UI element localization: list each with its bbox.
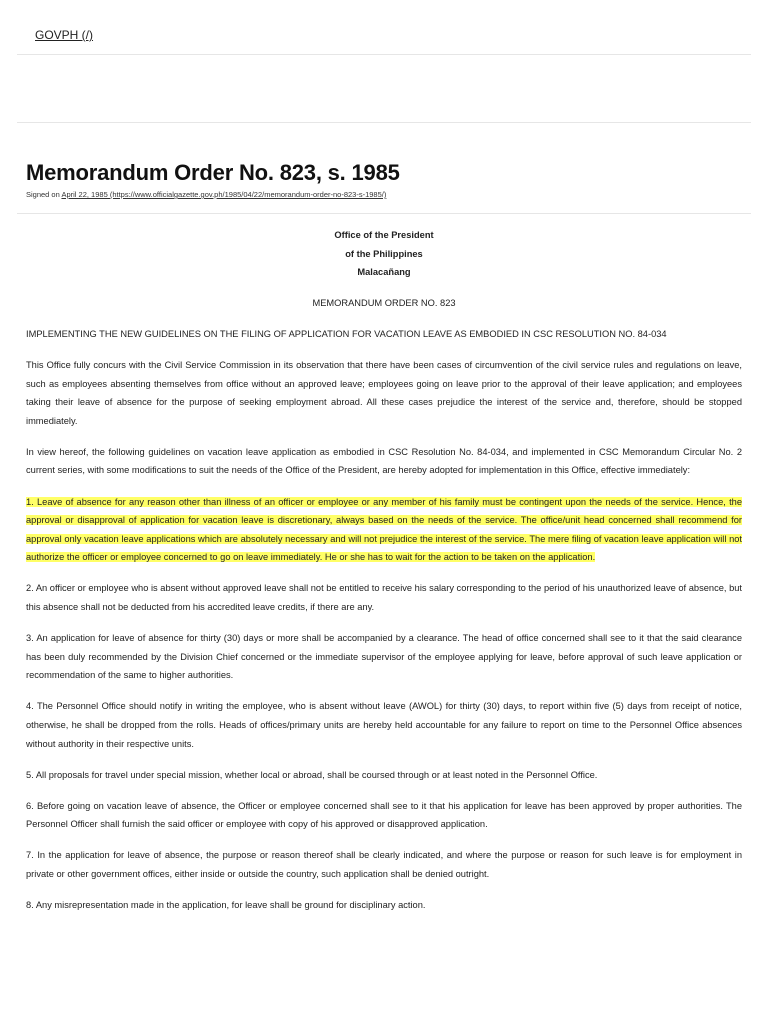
signed-prefix: Signed on [26,190,62,199]
top-nav-bar [17,14,751,55]
guideline-item: 2. An officer or employee who is absent without approved leave shall not be entitled to receive his salary corresponding to the period of his unauthorized leave of absence, but this absence shall not be deducted from his accredited leave credits, if there are any. [26,583,742,612]
page-title: Memorandum Order No. 823, s. 1985 [26,160,400,185]
document-body [26,226,742,927]
office-line-3: Malacañang [357,267,411,278]
office-line-1: Office of the President [334,230,434,240]
title-divider [17,213,751,214]
signed-date-link[interactable]: April 22, 1985 (https://www.officialgazette.gov.ph/1985/04/22/memorandum-order-no-823-s-1985/) [61,190,387,199]
intro-paragraph: This Office fully concurs with the Civil Service Commission in its observation that there have been cases of circumvention of the civil service rules and regulations on leave, such as employees absenting themselves from office without an approved leave; employees going on leave prior to the approval of their leave application; and employees taking their leave of absence for the purpose of seeking employment abroad. All these cases prejudice the interest of the service and, therefore, should be stopped immediately. [26,359,742,426]
guideline-item-1 [26,493,742,567]
highlighted-text: 1. Leave of absence for any reason other than illness of an officer or employee or any member of his family must be contingent upon the needs of the service. Hence, the approval or disapproval of application for vacation leave is discretionary, always based on the needs of the service. The office/unit head concerned shall recommend for approval only vacation leave applications which are absolutely necessary and will not prejudice the interest of the service. The mere filing of vacation leave application will not authorize the officer or employee concerned to go on leave immediately. He or she has to wait for the action to be taken on the application. [26,496,742,563]
intro-paragraph: In view hereof, the following guidelines on vacation leave application as embodied in CSC Resolution No. 84-034, and implemented in CSC Memorandum Circular No. 2 current series, with some modifications to suit the needs of the Office of the President, are hereby adopted for implementation in this Office, effective immediately: [26,446,742,476]
order-subject: IMPLEMENTING THE NEW GUIDELINES ON THE FILING OF APPLICATION FOR VACATION LEAVE AS EMBODIED IN CSC RESOLUTION NO. 84-034 [26,328,667,339]
govph-link[interactable]: GOVPH (/) [35,28,94,42]
guideline-item: 8. Any misrepresentation made in the application, for leave shall be ground for disciplinary action. [26,900,426,911]
guideline-item: 6. Before going on vacation leave of absence, the Officer or employee concerned shall see to it that his application for leave has been approved by proper authorities. The Personnel Officer shall furnish the said officer or employee with copy of his approved or disapproved application. [26,800,742,830]
guideline-item: 4. The Personnel Office should notify in writing the employee, who is absent without leave (AWOL) for thirty (30) days, to report within five (5) days from receipt of notice, otherwise, he shall be dropped from the rolls. Heads of offices/primary units are hereby held accountable for any failure to report on time to the Personnel Office absences without authority in their respective units. [26,701,742,749]
guideline-item: 5. All proposals for travel under special mission, whether local or abroad, shall be coursed through or at least noted in the Personnel Office. [26,769,598,780]
guideline-item: 3. An application for leave of absence for thirty (30) days or more shall be accompanied by a clearance. The head of office concerned shall see to it that the said clearance has been duly recommended by the Division Chief concerned or the immediate supervisor of the employee applying for leave, before approval of such leave application or recommendation of the same to higher authorities. [26,633,742,681]
guideline-item: 7. In the application for leave of absence, the purpose or reason thereof shall be clearly indicated, and where the purpose or reason for such leave is for employment in private or other government offices, either inside or outside the country, such application shall be denied outright. [26,850,742,880]
order-number: MEMORANDUM ORDER NO. 823 [312,297,456,308]
signed-date [26,190,386,199]
office-line-2: of the Philippines [345,248,423,259]
banner-area [17,55,751,123]
